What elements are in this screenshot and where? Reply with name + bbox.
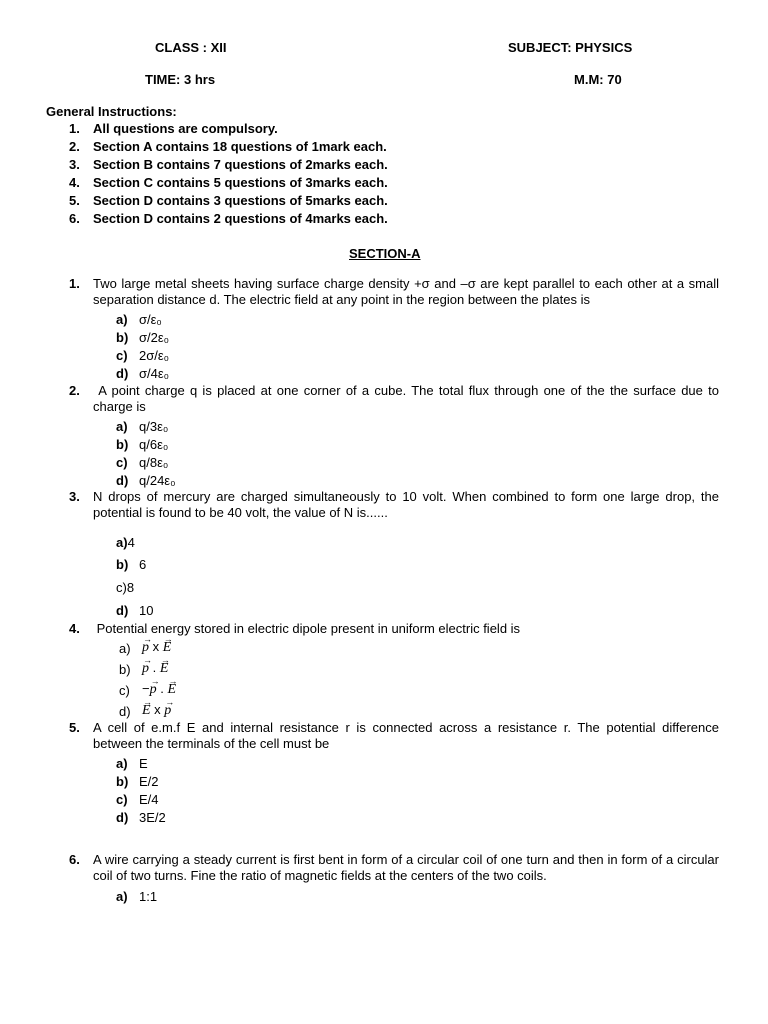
- question-text: A point charge q is placed at one corner of a cube. The total flux through one of the the surface due to charge is: [93, 383, 723, 414]
- section-title: SECTION-A: [349, 246, 421, 261]
- vector-e: → E: [160, 661, 169, 677]
- option-text: q/8ε₀: [139, 455, 169, 470]
- instruction-number: 3.: [69, 157, 80, 172]
- vector-p: → p: [142, 640, 149, 656]
- option-text: σ/2ε₀: [139, 330, 170, 345]
- operator: .: [156, 681, 168, 696]
- question-text: A cell of e.m.f E and internal resistance r is connected across a resistance r. The potential difference between the terminals of the cell must be: [93, 720, 719, 751]
- class-label: CLASS : XII: [155, 40, 227, 55]
- option-text: q/3ε₀: [139, 419, 169, 434]
- option-label: b): [116, 437, 129, 452]
- vector-e: → E: [142, 703, 151, 719]
- option-label: a): [116, 756, 128, 771]
- question-number: 1.: [69, 276, 80, 291]
- option-label: d): [116, 810, 129, 825]
- instruction-number: 2.: [69, 139, 80, 154]
- subject-label: SUBJECT: PHYSICS: [508, 40, 633, 55]
- instruction-number: 4.: [69, 175, 80, 190]
- option-text: 10: [139, 603, 154, 618]
- question-number: 4.: [69, 621, 80, 636]
- option-text: 3E/2: [139, 810, 166, 825]
- vector-p: → p: [164, 703, 171, 719]
- option-text: E/4: [139, 792, 159, 807]
- instructions-title: General Instructions:: [46, 104, 177, 119]
- instruction-number: 1.: [69, 121, 80, 136]
- option-label: a): [116, 312, 128, 327]
- instruction-number: 5.: [69, 193, 80, 208]
- minus-sign: −: [142, 681, 150, 696]
- option-label: c): [116, 455, 128, 470]
- option-label: b): [116, 330, 129, 345]
- instruction-text: Section B contains 7 questions of 2marks each.: [93, 157, 388, 172]
- option-label: b): [116, 557, 129, 572]
- max-marks-label: M.M: 70: [574, 72, 622, 87]
- option-label: d): [116, 473, 129, 488]
- option-text: 4: [127, 535, 135, 550]
- option-label: a): [116, 889, 128, 904]
- question-number: 3.: [69, 489, 80, 504]
- option-label: d): [116, 366, 129, 381]
- option-label: c): [119, 683, 130, 698]
- option-text: 6: [139, 557, 147, 572]
- question-text: Two large metal sheets having surface charge density +σ and –σ are kept parallel to each other at a small separation distance d. The electric field at any point in the region between the plates is: [93, 276, 719, 307]
- vector-e: → E: [167, 682, 176, 698]
- operator: x: [149, 639, 163, 654]
- question-text: A wire carrying a steady current is first bent in form of a circular coil of one turn and then in form of a circular coil of two turns. Fine the ratio of magnetic fields at the centers of the two coils.: [93, 852, 719, 883]
- option-label: b): [116, 774, 129, 789]
- question-number: 5.: [69, 720, 80, 735]
- vector-p: → p: [142, 661, 149, 677]
- instruction-text: All questions are compulsory.: [93, 121, 278, 136]
- instruction-text: Section C contains 5 questions of 3marks each.: [93, 175, 388, 190]
- option-text: E/2: [139, 774, 159, 789]
- option-text: 8: [126, 580, 135, 595]
- option-text: σ/ε₀: [139, 312, 162, 327]
- option-label: d): [119, 704, 131, 719]
- instruction-number: 6.: [69, 211, 80, 226]
- option-text: q/6ε₀: [139, 437, 169, 452]
- instruction-text: Section D contains 2 questions of 4marks each.: [93, 211, 388, 226]
- vector-p: → p: [150, 682, 157, 698]
- option-label: d): [116, 603, 129, 618]
- option-text: σ/4ε₀: [139, 366, 170, 381]
- question-text: N drops of mercury are charged simultaneously to 10 volt. When combined to form one large drop, the potential is found to be 40 volt, the value of N is......: [93, 489, 719, 520]
- option-line: [116, 535, 135, 551]
- instruction-text: Section A contains 18 questions of 1mark each.: [93, 139, 387, 154]
- vector-expression: [142, 702, 171, 719]
- vector-e: → E: [163, 640, 172, 656]
- time-label: TIME: 3 hrs: [145, 72, 216, 87]
- option-label: b): [119, 662, 131, 677]
- option-text: 2σ/ε₀: [139, 348, 170, 363]
- option-label: c): [116, 580, 127, 595]
- option-text: q/24ε₀: [139, 473, 176, 488]
- option-text: E: [139, 756, 148, 771]
- option-label: a): [116, 419, 128, 434]
- option-label: a): [116, 535, 128, 550]
- operator: x: [150, 702, 165, 717]
- option-label: c): [116, 348, 128, 363]
- option-label: a): [119, 641, 131, 656]
- question-number: 2.: [69, 383, 80, 398]
- option-line: [116, 580, 134, 596]
- option-text: 1:1: [139, 889, 158, 904]
- question-number: 6.: [69, 852, 80, 867]
- question-text: Potential energy stored in electric dipole present in uniform electric field is: [93, 621, 521, 636]
- instruction-text: Section D contains 3 questions of 5marks each.: [93, 193, 388, 208]
- operator: .: [149, 660, 160, 675]
- option-label: c): [116, 792, 128, 807]
